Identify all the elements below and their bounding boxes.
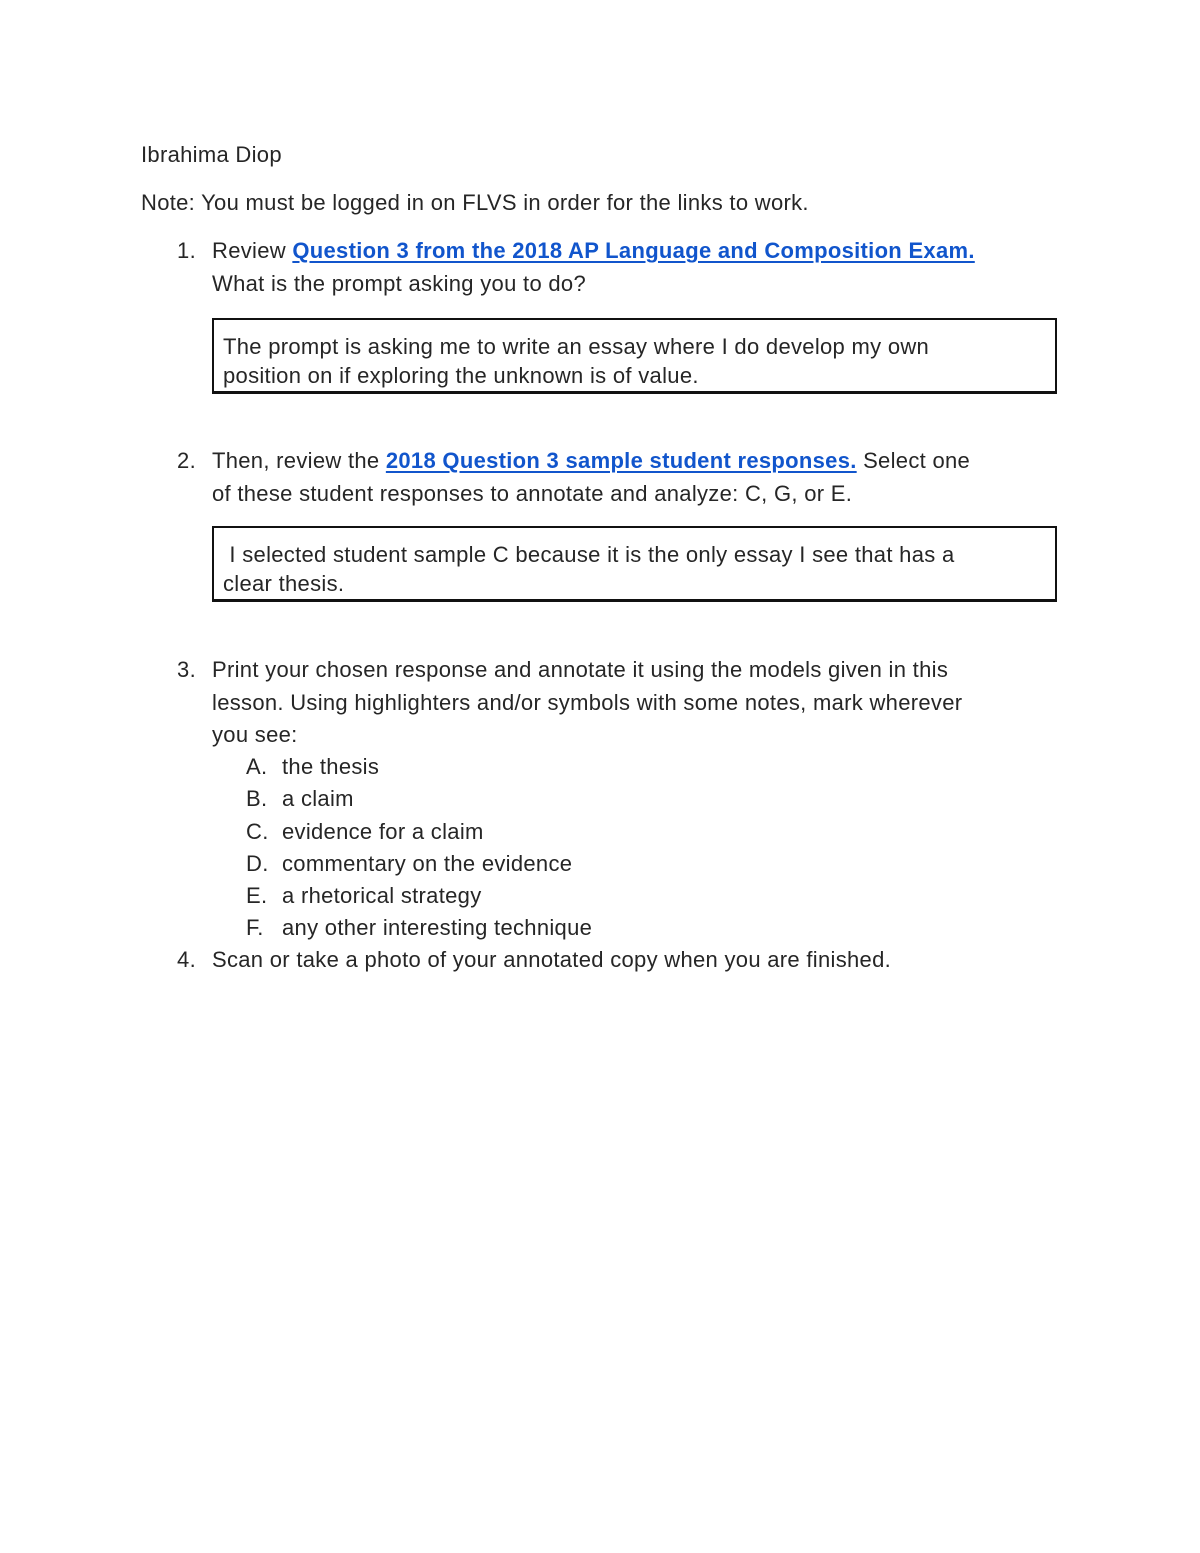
answer-1-line-2: position on if exploring the unknown is of value. [223,363,699,388]
item-2-line-2: of these student responses to annotate and analyze: C, G, or E. [212,481,853,506]
subitem-c-text: evidence for a claim [282,819,484,844]
item-2-line-1 [212,448,970,474]
subitem-d-text: commentary on the evidence [282,851,573,876]
answer-box-2[interactable] [212,526,1057,602]
subitem-e-letter: E. [246,883,268,908]
answer-2-text [223,540,954,598]
answer-1-line-1: The prompt is asking me to write an essay where I do develop my own [223,334,930,359]
item-1-prefix: Review [212,238,293,263]
item-1-number: 1. [177,238,196,263]
item-3-line-2: lesson. Using highlighters and/or symbols with some notes, mark wherever [212,690,963,715]
subitem-d-letter: D. [246,851,269,876]
item-3-line-3: you see: [212,722,298,747]
answer-2-line-1: I selected student sample C because it is the only essay I see that has a [223,542,955,567]
subitem-b-text: a claim [282,786,354,811]
subitem-f-letter: F. [246,915,264,940]
item-2-number: 2. [177,448,196,473]
question-3-exam-link[interactable]: Question 3 from the 2018 AP Language and Composition Exam. [292,238,975,263]
item-2-suffix: Select one [856,448,971,473]
answer-1-text [223,332,929,390]
subitem-f-text: any other interesting technique [282,915,593,940]
login-note: Note: You must be logged in on FLVS in order for the links to work. [141,190,809,215]
subitem-a-letter: A. [246,754,268,779]
author-name: Ibrahima Diop [141,142,282,167]
item-2-prefix: Then, review the [212,448,386,473]
subitem-c-letter: C. [246,819,269,844]
answer-box-1[interactable] [212,318,1057,394]
subitem-a-text: the thesis [282,754,380,779]
item-1-line-1 [212,238,975,264]
item-3-line-1: Print your chosen response and annotate it using the models given in this [212,657,949,682]
item-3-number: 3. [177,657,196,682]
subitem-e-text: a rhetorical strategy [282,883,482,908]
item-4-text: Scan or take a photo of your annotated copy when you are finished. [212,947,892,972]
sample-responses-link[interactable]: 2018 Question 3 sample student responses. [385,448,857,473]
item-4-number: 4. [177,947,196,972]
subitem-b-letter: B. [246,786,268,811]
item-1-line-2: What is the prompt asking you to do? [212,271,586,296]
answer-2-line-2: clear thesis. [223,571,345,596]
